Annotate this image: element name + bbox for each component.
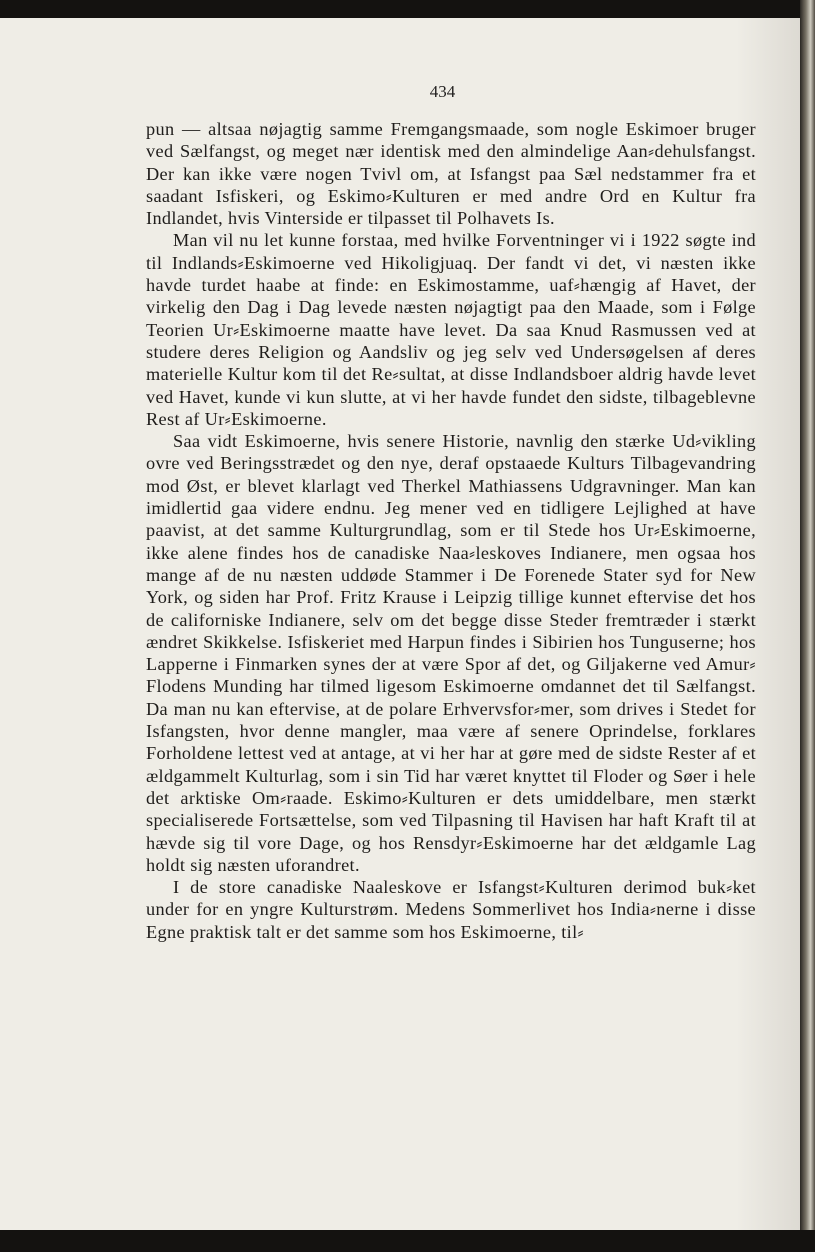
page-number: 434 xyxy=(429,82,456,101)
book-spine-edge xyxy=(800,0,815,1252)
paragraph-2: Man vil nu let kunne forstaa, med hvilke Forventninger vi i 1922 søgte ind til Indlands⸗Eskimoerne ved Hikoligjuaq. Der fandt vi det, vi næsten ikke havde turdet haabe at finde: en Eskimostamme, uaf⸗hængig af Havet, der virkelig den Dag i Dag levede næsten nøjagtigt paa den Maade, som i Følge Teorien Ur⸗Eskimoerne maatte have levet. Da saa Knud Rasmussen ved at studere deres Religion og Aandsliv og jeg selv ved Undersøgelsen af deres materielle Kultur kom til det Re⸗sultat, at disse Indlandsboer aldrig havde levet ved Havet, kunde vi kun slutte, at vi her havde fundet den sidste, tilbageblevne Rest af Ur⸗Eskimoerne. xyxy=(146,230,756,429)
paragraph-3: Saa vidt Eskimoerne, hvis senere Historie, navnlig den stærke Ud⸗vikling ovre ved Beringsstrædet og den nye, deraf opstaaede Kulturs Tilbagevandring mod Øst, er blevet klarlagt ved Therkel Mathiassens Udgravninger. Man kan imidlertid gaa videre endnu. Jeg mener ved en tidligere Lejlighed at have paavist, at det samme Kulturgrundlag, som er til Stede hos Ur⸗Eskimoerne, ikke alene findes hos de canadiske Naa⸗leskoves Indianere, men ogsaa hos mange af de nu næsten uddøde Stammer i De Forenede Stater syd for New York, og siden har Prof. Fritz Krause i Leipzig tillige kunnet eftervise det hos de californiske Indianere, selv om det begge disse Steder fremtræder i stærkt ændret Skikkelse. Isfiskeriet med Harpun findes i Sibirien hos Tunguserne; hos Lapperne i Finmarken synes der at være Spor af det, og Giljakerne ved Amur⸗Flodens Munding har tilmed ligesom Eskimoerne omdannet det til Sælfangst. Da man nu kan eftervise, at de polare Erhvervsfor⸗mer, som drives i Stedet for Isfangsten, hvor denne mangler, maa være af senere Oprindelse, forklares Forholdene lettest ved at antage, at vi her har at gøre med de sidste Rester af et ældgammelt Kulturlag, som i sin Tid har været knyttet til Floder og Søer i hele det arktiske Om⸗raade. Eskimo⸗Kulturen er dets umiddelbare, men stærkt specialiserede Fortsættelse, som ved Tilpasning til Havisen har haft Kraft til at hævde sig til vore Dage, og hos Rensdyr⸗Eskimoerne har det ældgamle Lag holdt sig næsten uforandret. xyxy=(146,431,756,875)
body-text xyxy=(146,118,756,943)
paragraph-1: pun — altsaa nøjagtig samme Fremgangsmaade, som nogle Eskimoer bruger ved Sælfangst, og meget nær identisk med den almindelige Aan⸗dehulsfangst. Der kan ikke være nogen Tvivl om, at Isfangst paa Sæl nedstammer fra et saadant Isfiskeri, og Eskimo⸗Kulturen er med andre Ord en Kultur fra Indlandet, hvis Vinterside er tilpasset til Polhavets Is. xyxy=(146,119,756,229)
scan-bottom-border xyxy=(0,1230,815,1252)
scan-top-border xyxy=(0,0,815,18)
paragraph-4: I de store canadiske Naaleskove er Isfangst⸗Kulturen derimod buk⸗ket under for en yngre Kulturstrøm. Medens Sommerlivet hos India⸗nerne i disse Egne praktisk talt er det samme som hos Eskimoerne, til⸗ xyxy=(146,877,756,942)
